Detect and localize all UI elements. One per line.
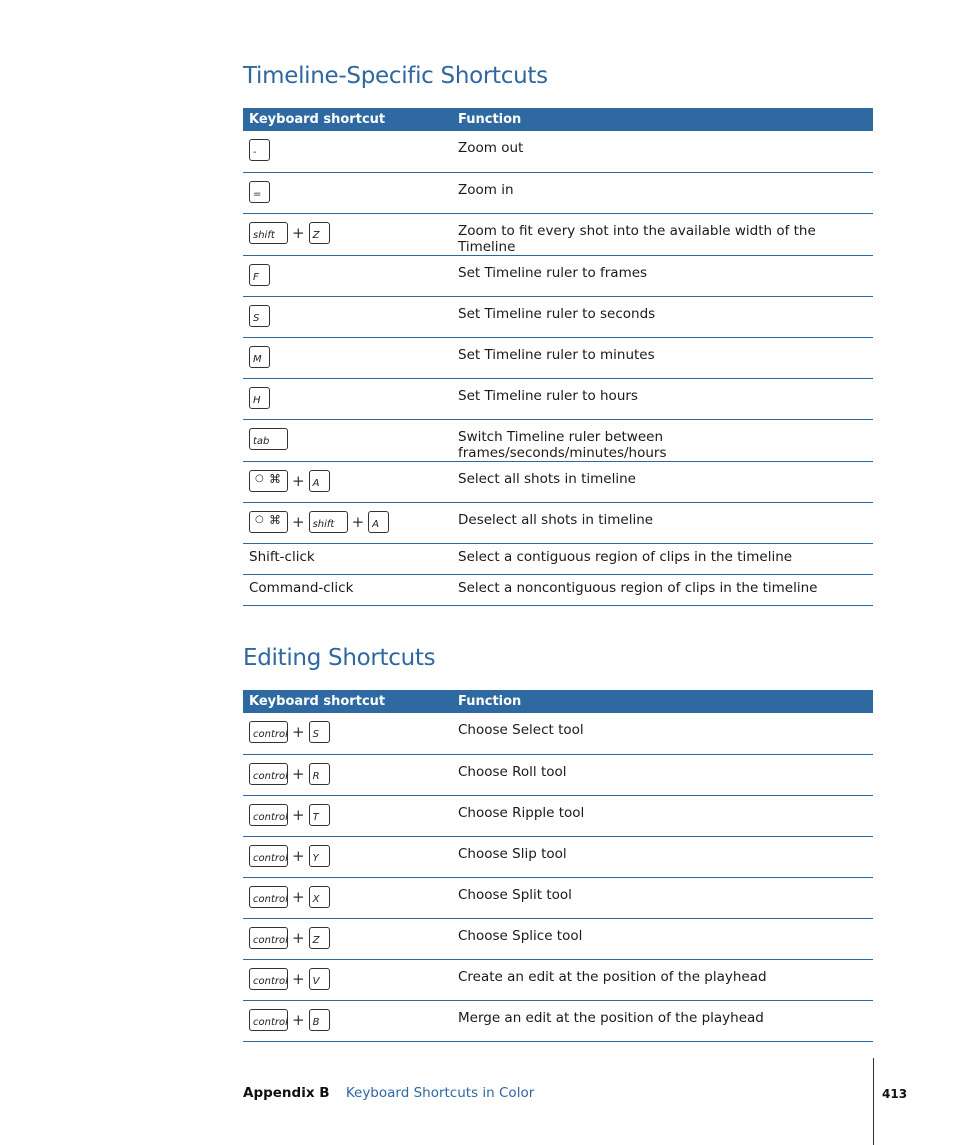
plus-sign: +	[292, 1010, 305, 1029]
column-header-shortcut: Keyboard shortcut	[243, 108, 452, 131]
key-combination	[249, 720, 452, 744]
key-cap: A	[368, 511, 389, 533]
function-cell: Select all shots in timeline	[452, 461, 873, 502]
key-combination	[249, 345, 452, 369]
table-row	[243, 713, 873, 754]
table-row	[243, 419, 873, 461]
key-combination	[249, 427, 452, 451]
plus-sign: +	[292, 223, 305, 242]
function-cell: Zoom out	[452, 131, 873, 172]
key-cap: M	[249, 346, 270, 368]
shortcut-cell	[243, 502, 452, 543]
shortcut-cell	[243, 754, 452, 795]
table-row	[243, 574, 873, 605]
function-cell: Set Timeline ruler to minutes	[452, 337, 873, 378]
apple-icon: ○	[255, 473, 264, 484]
function-cell: Select a noncontiguous region of clips in the timeline	[452, 574, 873, 605]
key-combination	[249, 803, 452, 827]
key-cap: Y	[309, 845, 330, 867]
shortcut-cell	[243, 172, 452, 213]
key-cap: tab	[249, 428, 288, 450]
shortcut-cell	[243, 378, 452, 419]
table-row	[243, 836, 873, 877]
plus-sign: +	[351, 512, 365, 531]
key-cap: =	[249, 181, 270, 203]
footer-chapter: Keyboard Shortcuts in Color	[345, 1085, 535, 1101]
key-cap: control	[249, 804, 288, 826]
key-cap: R	[309, 763, 330, 785]
table-row	[243, 337, 873, 378]
command-symbol: ⌘	[269, 512, 281, 527]
page-number: 413	[882, 1087, 908, 1101]
table-row	[243, 461, 873, 502]
shortcut-cell	[243, 959, 452, 1000]
shortcut-cell	[243, 419, 452, 461]
table-row	[243, 255, 873, 296]
key-cap: B	[309, 1009, 330, 1031]
function-cell: Set Timeline ruler to seconds	[452, 296, 873, 337]
shortcut-cell	[243, 836, 452, 877]
function-cell: Zoom in	[452, 172, 873, 213]
key-combination	[249, 967, 452, 991]
function-cell: Zoom to fit every shot into the available width of the Timeline	[452, 213, 873, 255]
table-row	[243, 877, 873, 918]
function-cell: Choose Splice tool	[452, 918, 873, 959]
table-row	[243, 378, 873, 419]
key-cap: H	[249, 387, 270, 409]
plus-sign: +	[292, 805, 305, 824]
shortcut-cell	[243, 918, 452, 959]
key-combination	[249, 510, 452, 534]
function-cell: Select a contiguous region of clips in the timeline	[452, 543, 873, 574]
key-combination	[249, 304, 452, 328]
plus-sign: +	[292, 969, 305, 988]
key-cap: control	[249, 721, 288, 743]
plus-sign: +	[292, 887, 305, 906]
function-cell: Choose Select tool	[452, 713, 873, 754]
shortcut-cell	[243, 461, 452, 502]
function-cell: Set Timeline ruler to frames	[452, 255, 873, 296]
column-header-function: Function	[452, 690, 873, 713]
key-combination	[249, 885, 452, 909]
plus-sign: +	[292, 512, 305, 531]
section-title: Editing Shortcuts	[243, 645, 436, 671]
function-cell: Deselect all shots in timeline	[452, 502, 873, 543]
section-editing-shortcuts	[243, 638, 873, 1042]
function-cell: Set Timeline ruler to hours	[452, 378, 873, 419]
function-cell: Merge an edit at the position of the playhead	[452, 1000, 873, 1041]
plus-sign: +	[292, 723, 305, 741]
shortcut-cell	[243, 213, 452, 255]
function-cell: Create an edit at the position of the playhead	[452, 959, 873, 1000]
key-combination	[249, 386, 452, 410]
function-cell: Choose Split tool	[452, 877, 873, 918]
key-combination	[249, 138, 452, 162]
shortcut-cell	[243, 713, 452, 754]
shortcut-cell	[243, 795, 452, 836]
key-cap: S	[309, 721, 330, 743]
key-cap: shift	[309, 511, 348, 533]
command-key	[249, 470, 288, 492]
plus-sign: +	[292, 928, 305, 947]
footer-appendix: Appendix B	[243, 1085, 330, 1101]
table-row	[243, 502, 873, 543]
key-cap: Z	[309, 927, 330, 949]
shortcut-cell	[243, 131, 452, 172]
key-combination	[249, 926, 452, 950]
page-footer	[243, 1085, 534, 1101]
key-cap: control	[249, 886, 288, 908]
table-row	[243, 213, 873, 255]
key-cap: control	[249, 1009, 288, 1031]
key-cap: -	[249, 139, 270, 161]
key-combination	[249, 221, 452, 245]
shortcut-cell	[243, 877, 452, 918]
key-cap: A	[309, 470, 330, 492]
section-title: Timeline-Specific Shortcuts	[243, 63, 548, 89]
function-cell: Switch Timeline ruler between frames/seconds/minutes/hours	[452, 419, 873, 461]
function-cell: Choose Ripple tool	[452, 795, 873, 836]
shortcut-cell	[243, 1000, 452, 1041]
plus-sign: +	[292, 846, 305, 865]
key-cap: F	[249, 264, 270, 286]
key-cap: control	[249, 763, 288, 785]
shortcuts-table	[243, 108, 873, 606]
key-combination	[249, 762, 452, 786]
column-header-shortcut: Keyboard shortcut	[243, 690, 452, 713]
plus-sign: +	[292, 471, 305, 490]
table-row	[243, 795, 873, 836]
shortcut-cell	[243, 296, 452, 337]
function-cell: Choose Roll tool	[452, 754, 873, 795]
footer-divider	[873, 1058, 874, 1145]
table-row	[243, 754, 873, 795]
column-header-function: Function	[452, 108, 873, 131]
command-key	[249, 511, 288, 533]
key-combination	[249, 180, 452, 204]
apple-icon: ○	[255, 514, 264, 525]
shortcut-cell	[243, 337, 452, 378]
key-cap: shift	[249, 222, 288, 244]
key-cap: V	[309, 968, 330, 990]
key-combination	[249, 469, 452, 493]
key-combination	[249, 263, 452, 287]
key-combination	[249, 1008, 452, 1032]
table-row	[243, 959, 873, 1000]
key-cap: Z	[309, 222, 330, 244]
plus-sign: +	[292, 764, 305, 783]
key-cap: S	[249, 305, 270, 327]
key-combination	[249, 844, 452, 868]
section-timeline-shortcuts	[243, 56, 873, 606]
function-cell: Choose Slip tool	[452, 836, 873, 877]
shortcut-cell	[243, 255, 452, 296]
command-symbol: ⌘	[269, 471, 281, 486]
table-row	[243, 918, 873, 959]
table-row	[243, 131, 873, 172]
table-row	[243, 172, 873, 213]
table-row	[243, 1000, 873, 1041]
key-cap: control	[249, 845, 288, 867]
shortcut-cell: Shift-click	[243, 543, 452, 574]
table-row	[243, 296, 873, 337]
shortcut-cell: Command-click	[243, 574, 452, 605]
table-row	[243, 543, 873, 574]
key-cap: T	[309, 804, 330, 826]
shortcuts-table	[243, 690, 873, 1042]
key-cap: X	[309, 886, 330, 908]
key-cap: control	[249, 968, 288, 990]
key-cap: control	[249, 927, 288, 949]
